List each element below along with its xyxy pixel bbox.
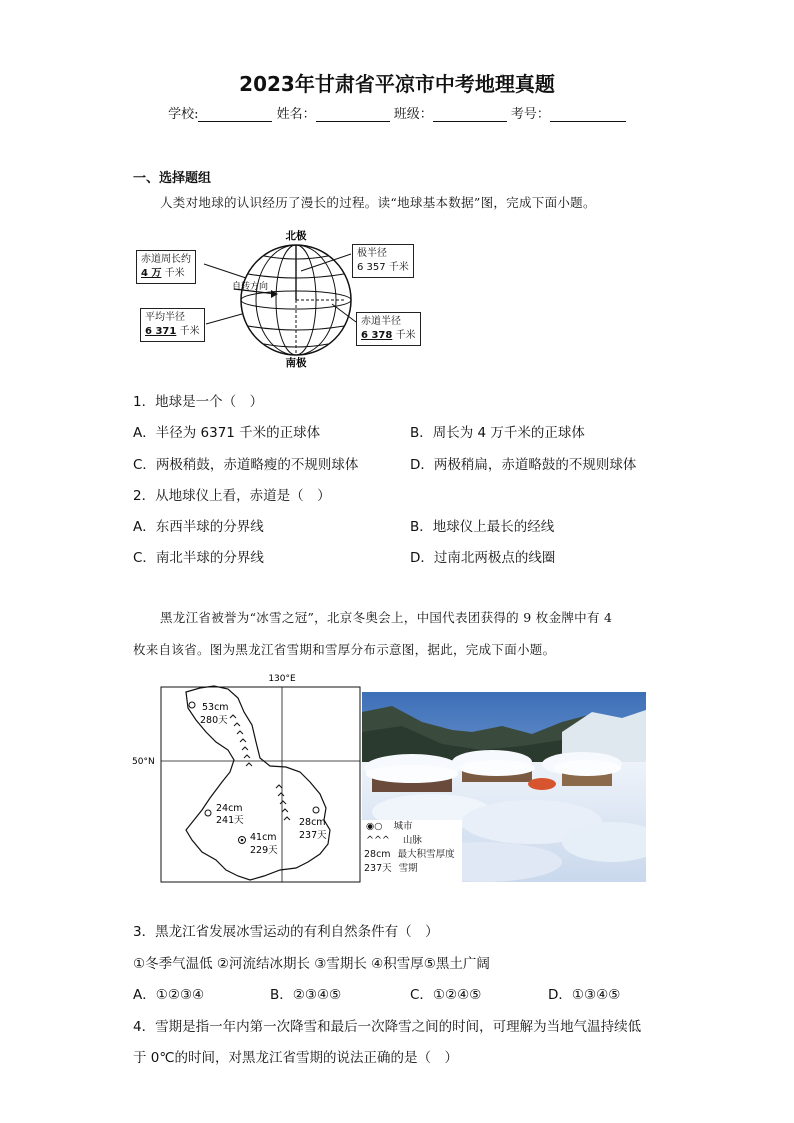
q2-stem: 2．从地球仪上看，赤道是（ ） [133,488,331,504]
snow-distribution-map [130,670,362,885]
rotation-label: 自转方向 [232,282,269,292]
legend-depth-value: 28cm [364,849,391,860]
exam-no-label: 考号： [510,107,550,122]
q1-option-c[interactable]: C．两极稍鼓，赤道略瘦的不规则球体 [133,457,359,473]
page-title: 2023年甘肃省平凉市中考地理真题 [239,72,555,96]
q2-option-a[interactable]: A．东西半球的分界线 [133,519,264,535]
globe-shape [241,245,351,355]
class-label: 班级： [393,107,433,122]
equatorial-radius-unit: 千米 [395,330,416,341]
city-marker-2 [205,810,211,816]
school-label: 学校: [168,107,199,122]
site4-days: 237天 [299,830,327,841]
polar-radius-value: 6 357 千米 [357,262,409,273]
north-pole-label: 北极 [285,230,307,242]
equator-circumference-box [136,250,196,284]
mean-radius-box [140,308,205,342]
site2-depth: 24cm [216,803,243,814]
legend-depth-row [362,848,462,862]
school-blank[interactable] [198,107,272,122]
legend-days-row [362,862,462,876]
legend-days-value: 237天 [364,863,392,874]
exam-info-line [0,103,794,122]
q3-stem: 3．黑龙江省发展冰雪运动的有利自然条件有（ ） [133,924,439,940]
exam-no-blank[interactable] [550,107,626,122]
q3-option-c[interactable]: C．①②④⑤ [410,987,482,1003]
legend-depth-text: 最大积雪厚度 [397,849,455,860]
section-heading: 一、选择题组 [133,171,212,186]
legend-city-label: 城市 [393,821,413,832]
legend-mountain-row [362,834,462,848]
site1-days: 280天 [200,715,228,726]
site3-days: 229天 [250,845,278,856]
q4-stem-line1: 4．雪期是指一年内第一次降雪和最后一次降雪之间的时间，可理解为当地气温持续低 [133,1019,642,1035]
intro-paragraph-2-line1: 黑龙江省被誉为“冰雪之冠”，北京冬奥会上，中国代表团获得的 9 枚金牌中有 4 [160,610,613,625]
q1-option-d[interactable]: D．两极稍扁，赤道略鼓的不规则球体 [410,457,637,473]
q3-options-line: ①冬季气温低 ②河流结冰期长 ③雪期长 ④积雪厚⑤黑土广阔 [133,956,490,972]
city-marker-4 [313,807,319,813]
city-marker-3-dot [241,839,244,842]
q1-option-a[interactable]: A．半径为 6371 千米的正球体 [133,425,321,441]
q2-option-b[interactable]: B．地球仪上最长的经线 [410,519,555,535]
longitude-label: 130°E [268,674,296,684]
site2-days: 241天 [216,815,244,826]
q3-option-b[interactable]: B．②③④⑤ [270,987,342,1003]
heilongjiang-map-figure [130,670,362,885]
equator-circ-label: 赤道周长约 [141,254,191,265]
q4-stem-line2: 于 0℃的时间，对黑龙江省雪期的说法正确的是（ ） [133,1050,459,1066]
legend-city-row [362,820,462,834]
name-blank[interactable] [316,107,390,122]
polar-radius-box [352,244,414,278]
mean-radius-label: 平均半径 [145,312,185,323]
q2-option-c[interactable]: C．南北半球的分界线 [133,550,264,566]
leader-line-equator-circ [204,264,246,278]
equator-circ-unit: 千米 [164,268,185,279]
q1-option-b[interactable]: B．周长为 4 万千米的正球体 [410,425,585,441]
q1-stem: 1．地球是一个（ ） [133,394,264,410]
city-marker-1 [189,702,195,708]
equatorial-radius-value: 6 378 [361,330,393,341]
legend-mountain-label: 山脉 [402,835,422,846]
polar-radius-label: 极半径 [357,248,387,259]
mountain-symbol-icon: ^^^ [366,835,390,846]
q3-option-d[interactable]: D．①③④⑤ [548,987,621,1003]
leader-line-mean-radius [206,314,242,324]
city-symbol-icon: ◉○ [366,821,383,832]
equatorial-radius-box [356,312,421,346]
legend-days-text: 雪期 [398,863,418,874]
latitude-label: 50°N [132,757,155,767]
south-pole-label: 南极 [285,357,307,369]
name-label: 姓名： [276,107,316,122]
equator-circ-value: 4 万 [141,268,162,279]
earth-data-figure [136,226,426,371]
map-legend [362,820,462,882]
intro-paragraph-2-line2: 枚来自该省。图为黑龙江省雪期和雪厚分布示意图，据此，完成下面小题。 [133,642,556,657]
q2-option-d[interactable]: D．过南北两极点的线圈 [410,550,556,566]
mean-radius-value: 6 371 [145,326,177,337]
site3-depth: 41cm [250,832,277,843]
class-blank[interactable] [433,107,507,122]
site4-depth: 28cm [299,817,326,828]
q3-option-a[interactable]: A．①②③④ [133,987,205,1003]
mean-radius-unit: 千米 [179,326,200,337]
intro-paragraph-1: 人类对地球的认识经历了漫长的过程。读“地球基本数据”图，完成下面小题。 [160,195,596,210]
site1-depth: 53cm [202,702,229,713]
equatorial-radius-label: 赤道半径 [361,316,401,327]
